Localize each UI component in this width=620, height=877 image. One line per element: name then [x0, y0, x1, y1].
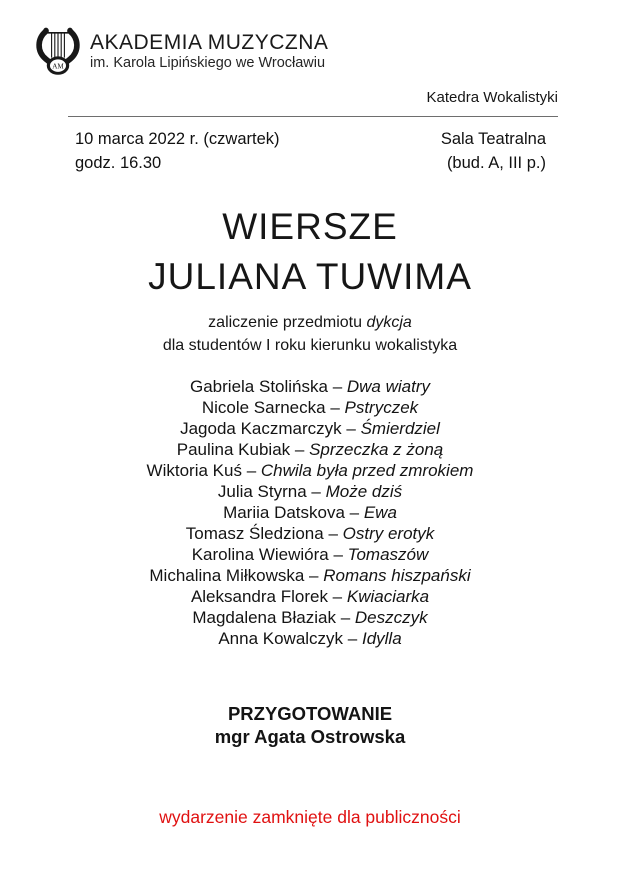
- piece-title: Romans hiszpański: [323, 565, 471, 585]
- performer-name: Anna Kowalczyk: [218, 628, 344, 648]
- performer-row: [0, 460, 620, 481]
- dash-separator: –: [344, 502, 364, 522]
- performer-row: [0, 523, 620, 544]
- lyre-logo-icon: [34, 25, 82, 79]
- piece-title: Ewa: [363, 502, 397, 522]
- department-label: Katedra Wokalistyki: [426, 89, 558, 106]
- institution-name: AKADEMIA MUZYCZNA: [90, 31, 329, 55]
- performer-row: [0, 628, 620, 649]
- dash-separator: –: [327, 376, 347, 396]
- institution-subtitle: im. Karola Lipińskiego we Wrocławiu: [90, 55, 326, 72]
- piece-title: Śmierdziel: [360, 418, 440, 438]
- event-time: godz. 16.30: [75, 153, 162, 172]
- performer-name: Paulina Kubiak: [176, 439, 291, 459]
- performer-name: Magdalena Błaziak: [192, 607, 336, 627]
- performer-name: Mariia Datskova: [223, 502, 345, 522]
- performer-row: [0, 439, 620, 460]
- divider-line: [68, 116, 558, 117]
- logo-row: [34, 25, 620, 79]
- venue-block: [441, 128, 546, 176]
- event-meta-row: [75, 128, 546, 176]
- dash-separator: –: [304, 565, 324, 585]
- performer-name: Gabriela Stolińska: [190, 376, 328, 396]
- event-title: [0, 202, 620, 302]
- course-name: dykcja: [366, 313, 412, 331]
- performer-name: Michalina Miłkowska: [149, 565, 305, 585]
- piece-title: Chwila była przed zmrokiem: [260, 460, 474, 480]
- piece-title: Dwa wiatry: [346, 376, 430, 396]
- performer-row: [0, 607, 620, 628]
- event-date: 10 marca 2022 r. (czwartek): [75, 130, 280, 148]
- dash-separator: –: [323, 523, 343, 543]
- preparation-section: [0, 702, 620, 748]
- performer-name: Aleksandra Florek: [190, 586, 328, 606]
- event-title-line2: JULIANA TUWIMA: [148, 255, 472, 297]
- performer-row: [0, 376, 620, 397]
- piece-title: Pstryczek: [344, 397, 419, 417]
- performer-name: Wiktoria Kuś: [146, 460, 242, 480]
- logo-monogram-text: AM: [52, 62, 64, 71]
- piece-title: Tomaszów: [347, 544, 429, 564]
- closed-event-notice: wydarzenie zamknięte dla publiczności: [159, 807, 461, 827]
- performer-row: [0, 544, 620, 565]
- dash-separator: –: [306, 481, 326, 501]
- dash-separator: –: [341, 418, 361, 438]
- performer-name: Nicole Sarnecka: [201, 397, 326, 417]
- piece-title: Idylla: [361, 628, 402, 648]
- performer-row: [0, 502, 620, 523]
- dash-separator: –: [325, 397, 345, 417]
- performer-row: [0, 586, 620, 607]
- performers-list: [0, 376, 620, 649]
- event-subtitle: [0, 311, 620, 357]
- performer-row: [0, 418, 620, 439]
- institution-block: [90, 31, 328, 73]
- subtitle-line2: dla studentów I roku kierunku wokalistyka: [162, 336, 458, 354]
- dash-separator: –: [290, 439, 310, 459]
- piece-title: Deszczyk: [354, 607, 428, 627]
- masthead: [0, 25, 620, 176]
- dash-separator: –: [328, 544, 348, 564]
- venue-location: (bud. A, III p.): [446, 153, 546, 172]
- dash-separator: –: [327, 586, 347, 606]
- dash-separator: –: [241, 460, 261, 480]
- subtitle-prefix: zaliczenie przedmiotu: [208, 313, 367, 331]
- performer-name: Julia Styrna: [217, 481, 307, 501]
- performer-name: Karolina Wiewióra: [191, 544, 329, 564]
- dash-separator: –: [343, 628, 362, 648]
- piece-title: Ostry erotyk: [342, 523, 435, 543]
- subtitle-line1: [0, 311, 620, 334]
- piece-title: Może dziś: [325, 481, 403, 501]
- date-time-block: [75, 128, 280, 176]
- performer-name: Jagoda Kaczmarczyk: [180, 418, 342, 438]
- dash-separator: –: [336, 607, 355, 627]
- performer-row: [0, 481, 620, 502]
- program-body: [0, 202, 620, 748]
- preparation-person: mgr Agata Ostrowska: [214, 725, 406, 747]
- performer-row: [0, 397, 620, 418]
- piece-title: Sprzeczka z żoną: [309, 439, 444, 459]
- piece-title: Kwiaciarka: [346, 586, 430, 606]
- venue-name: Sala Teatralna: [440, 130, 546, 148]
- event-title-line1: WIERSZE: [222, 205, 398, 247]
- performer-name: Tomasz Śledziona: [185, 523, 324, 543]
- preparation-heading: PRZYGOTOWANIE: [227, 702, 393, 724]
- performer-row: [0, 565, 620, 586]
